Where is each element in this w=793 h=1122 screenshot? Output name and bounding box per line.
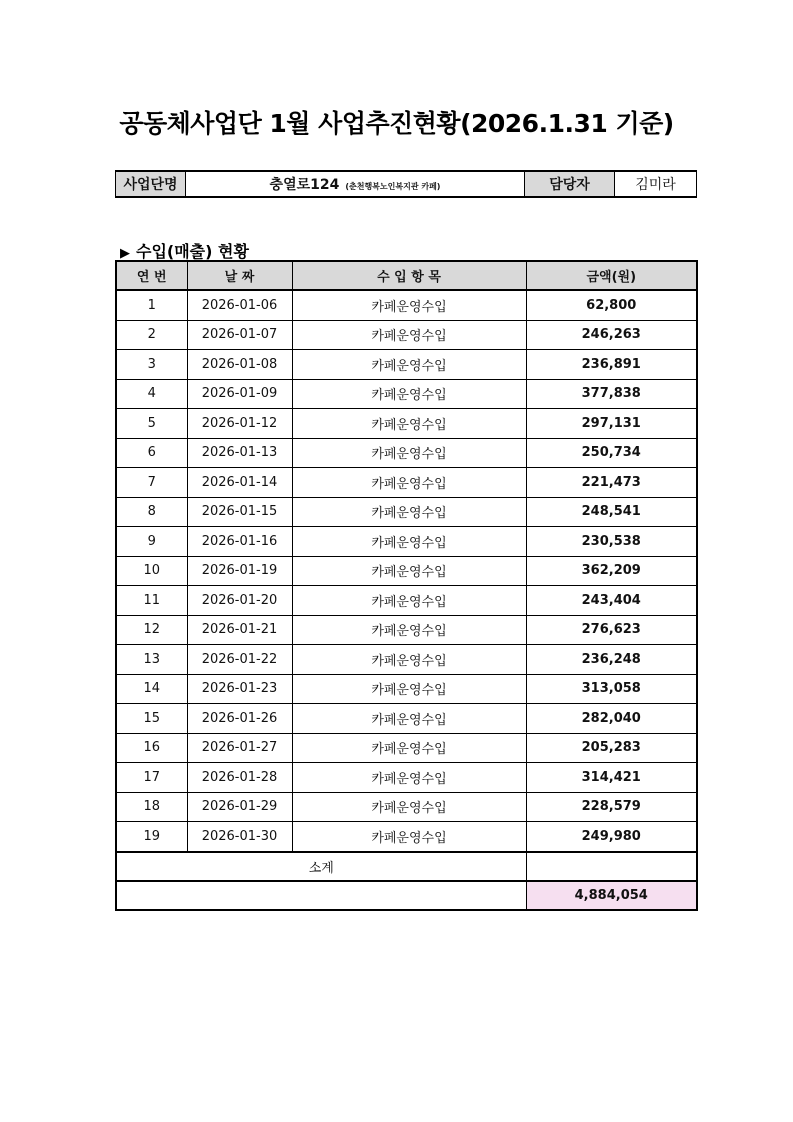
info-row: [116, 171, 697, 197]
cell-item: 카페운영수입: [292, 586, 526, 616]
table-row: [116, 733, 697, 763]
cell-no: 14: [116, 674, 187, 704]
unit-name-sub: (춘천행복노인복지관 카페): [345, 182, 441, 191]
cell-amount: 205,283: [526, 733, 697, 763]
section-title-text: 수입(매출) 현황: [136, 242, 249, 261]
cell-date: 2026-01-22: [187, 645, 292, 675]
cell-date: 2026-01-14: [187, 468, 292, 498]
cell-amount: 282,040: [526, 704, 697, 734]
subtotal-row: [116, 852, 697, 881]
cell-date: 2026-01-09: [187, 379, 292, 409]
cell-date: 2026-01-08: [187, 350, 292, 380]
cell-amount: 230,538: [526, 527, 697, 557]
cell-no: 2: [116, 320, 187, 350]
table-row: [116, 497, 697, 527]
table-row: [116, 468, 697, 498]
cell-no: 3: [116, 350, 187, 380]
cell-date: 2026-01-27: [187, 733, 292, 763]
cell-no: 7: [116, 468, 187, 498]
triangle-icon: ▶: [120, 246, 130, 261]
document-title: 공동체사업단 1월 사업추진현황(2026.1.31 기준): [119, 109, 674, 138]
cell-amount: 250,734: [526, 438, 697, 468]
table-row: [116, 290, 697, 320]
cell-amount: 313,058: [526, 674, 697, 704]
cell-item: 카페운영수입: [292, 497, 526, 527]
unit-label: 사업단명: [116, 171, 186, 197]
cell-date: 2026-01-20: [187, 586, 292, 616]
manager-name: 김미라: [615, 171, 697, 197]
cell-no: 11: [116, 586, 187, 616]
section-title: [120, 239, 249, 262]
cell-amount: 314,421: [526, 763, 697, 793]
cell-date: 2026-01-15: [187, 497, 292, 527]
table-row: [116, 409, 697, 439]
total-label-cell: [116, 881, 526, 910]
table-row: [116, 438, 697, 468]
cell-item: 카페운영수입: [292, 556, 526, 586]
table-row: [116, 379, 697, 409]
cell-no: 6: [116, 438, 187, 468]
total-amount: 4,884,054: [526, 881, 697, 910]
cell-no: 15: [116, 704, 187, 734]
cell-item: 카페운영수입: [292, 379, 526, 409]
subtotal-amount-cell: [526, 852, 697, 881]
cell-date: 2026-01-06: [187, 290, 292, 320]
table-row: [116, 350, 697, 380]
cell-item: 카페운영수입: [292, 438, 526, 468]
cell-item: 카페운영수입: [292, 350, 526, 380]
cell-date: 2026-01-28: [187, 763, 292, 793]
cell-no: 9: [116, 527, 187, 557]
table-row: [116, 615, 697, 645]
table-row: [116, 822, 697, 852]
cell-no: 4: [116, 379, 187, 409]
cell-amount: 236,891: [526, 350, 697, 380]
cell-no: 19: [116, 822, 187, 852]
cell-amount: 297,131: [526, 409, 697, 439]
table-row: [116, 527, 697, 557]
table-row: [116, 763, 697, 793]
cell-no: 16: [116, 733, 187, 763]
unit-name-cell: [186, 171, 525, 197]
cell-date: 2026-01-21: [187, 615, 292, 645]
cell-date: 2026-01-30: [187, 822, 292, 852]
cell-no: 8: [116, 497, 187, 527]
header-no: 연 번: [116, 261, 187, 290]
cell-amount: 377,838: [526, 379, 697, 409]
cell-no: 1: [116, 290, 187, 320]
total-row: [116, 881, 697, 910]
table-header-row: [116, 261, 697, 290]
cell-amount: 221,473: [526, 468, 697, 498]
cell-date: 2026-01-23: [187, 674, 292, 704]
cell-date: 2026-01-16: [187, 527, 292, 557]
cell-amount: 246,263: [526, 320, 697, 350]
cell-amount: 243,404: [526, 586, 697, 616]
cell-date: 2026-01-29: [187, 792, 292, 822]
table-row: [116, 792, 697, 822]
cell-no: 18: [116, 792, 187, 822]
cell-date: 2026-01-12: [187, 409, 292, 439]
income-table: [115, 260, 698, 911]
subtotal-label: 소계: [116, 852, 526, 881]
cell-item: 카페운영수입: [292, 468, 526, 498]
table-row: [116, 556, 697, 586]
table-row: [116, 704, 697, 734]
cell-item: 카페운영수입: [292, 704, 526, 734]
table-row: [116, 674, 697, 704]
cell-amount: 276,623: [526, 615, 697, 645]
table-row: [116, 645, 697, 675]
header-date: 날 짜: [187, 261, 292, 290]
table-row: [116, 320, 697, 350]
cell-item: 카페운영수입: [292, 674, 526, 704]
info-table: [115, 170, 697, 198]
cell-date: 2026-01-13: [187, 438, 292, 468]
table-row: [116, 586, 697, 616]
cell-item: 카페운영수입: [292, 733, 526, 763]
cell-item: 카페운영수입: [292, 763, 526, 793]
cell-amount: 248,541: [526, 497, 697, 527]
cell-no: 17: [116, 763, 187, 793]
cell-item: 카페운영수입: [292, 822, 526, 852]
cell-item: 카페운영수입: [292, 290, 526, 320]
cell-item: 카페운영수입: [292, 409, 526, 439]
cell-no: 10: [116, 556, 187, 586]
cell-no: 5: [116, 409, 187, 439]
cell-item: 카페운영수입: [292, 320, 526, 350]
cell-amount: 228,579: [526, 792, 697, 822]
cell-amount: 62,800: [526, 290, 697, 320]
cell-item: 카페운영수입: [292, 527, 526, 557]
header-item: 수 입 항 목: [292, 261, 526, 290]
cell-no: 12: [116, 615, 187, 645]
cell-amount: 249,980: [526, 822, 697, 852]
cell-item: 카페운영수입: [292, 645, 526, 675]
manager-label: 담당자: [525, 171, 615, 197]
cell-item: 카페운영수입: [292, 792, 526, 822]
cell-amount: 362,209: [526, 556, 697, 586]
cell-date: 2026-01-07: [187, 320, 292, 350]
table-body: [116, 290, 697, 852]
cell-date: 2026-01-26: [187, 704, 292, 734]
cell-amount: 236,248: [526, 645, 697, 675]
cell-date: 2026-01-19: [187, 556, 292, 586]
unit-name: 충열로124: [269, 177, 340, 193]
header-amount: 금액(원): [526, 261, 697, 290]
cell-item: 카페운영수입: [292, 615, 526, 645]
cell-no: 13: [116, 645, 187, 675]
